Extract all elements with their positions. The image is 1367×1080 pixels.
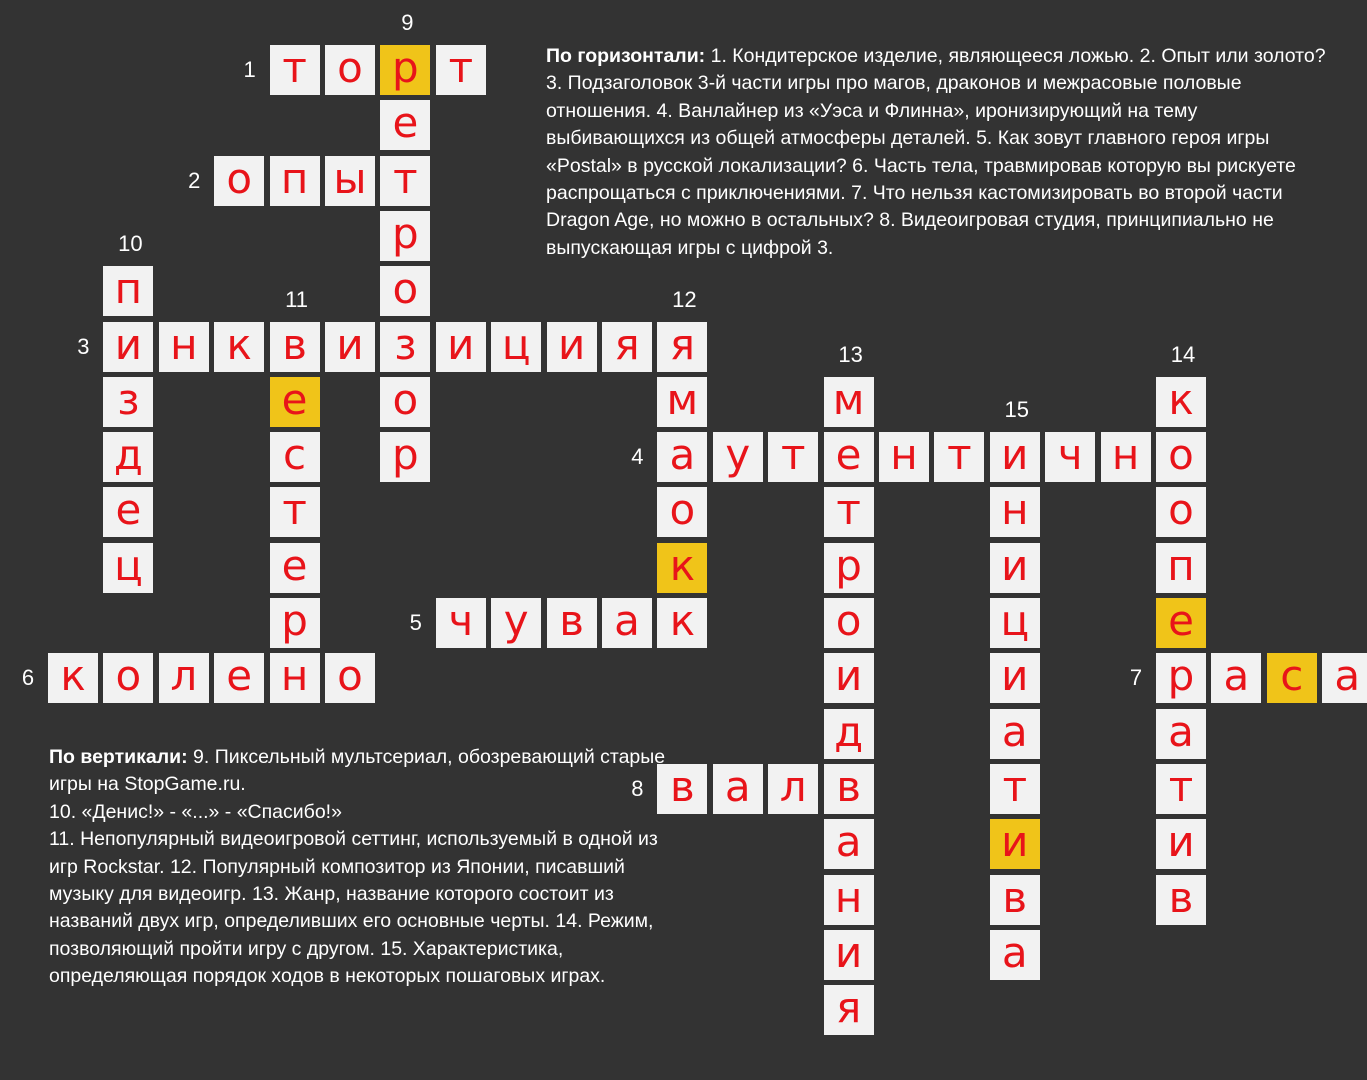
- grid-cell: в: [267, 319, 323, 375]
- grid-cell: е: [377, 97, 433, 153]
- clue-number-4: 4: [631, 444, 644, 470]
- grid-cell: м: [821, 374, 877, 430]
- down-clue-text-3: 11. Непопулярный видеоигровой сеттинг, используемый в одной из игр Rockstar. 12. Популярный композитор из Японии, писавший музыку для видеоигр. 13. Жанр, название которого состоит из названий двух игр, определивших его основные черты. 14. Режим, позволяющий пройти игру с другом. 15. Характеристика, определяющая порядок ходов в некоторых пошаговых играх.: [49, 828, 658, 988]
- grid-cell: к: [1153, 374, 1209, 430]
- grid-cell: т: [267, 484, 323, 540]
- grid-cell: я: [821, 982, 877, 1038]
- grid-cell: р: [377, 208, 433, 264]
- grid-cell: а: [654, 429, 710, 485]
- down-clue-text-2: 10. «Денис!» - «...» - «Спасибо!»: [49, 800, 342, 823]
- grid-cell: ц: [488, 319, 544, 375]
- grid-cell: а: [987, 706, 1043, 762]
- grid-cell: а: [987, 927, 1043, 983]
- clue-number-14: 14: [1170, 341, 1196, 367]
- grid-cell: л: [765, 761, 821, 817]
- clue-number-15: 15: [1004, 397, 1030, 423]
- grid-cell: а: [599, 595, 655, 651]
- grid-cell: в: [821, 761, 877, 817]
- across-heading: По горизонтали:: [546, 45, 706, 67]
- clue-number-9: 9: [401, 10, 414, 35]
- clue-number-7: 7: [1129, 665, 1143, 691]
- grid-cell: е: [267, 540, 323, 596]
- grid-cell: я: [599, 319, 655, 375]
- grid-cell: н: [156, 319, 212, 375]
- grid-cell: т: [821, 484, 877, 540]
- grid-cell: о: [377, 263, 433, 319]
- grid-cell: р: [377, 429, 433, 485]
- clue-number-13: 13: [838, 341, 863, 367]
- grid-cell: н: [821, 872, 877, 928]
- grid-cell: и: [100, 319, 156, 375]
- grid-cell: т: [1153, 761, 1209, 817]
- grid-cell: и: [821, 650, 877, 706]
- clue-number-10: 10: [118, 231, 143, 257]
- clue-number-5: 5: [409, 610, 422, 635]
- grid-cell: д: [821, 706, 877, 762]
- clue-number-12: 12: [672, 286, 697, 312]
- grid-cell: с: [267, 429, 323, 485]
- grid-cell: н: [267, 650, 323, 706]
- grid-cell: е: [821, 429, 877, 485]
- grid-cell: е: [100, 484, 156, 540]
- grid-cell: т: [433, 42, 489, 98]
- grid-cell: о: [377, 374, 433, 430]
- grid-cell: н: [876, 429, 932, 485]
- grid-cell: и: [433, 319, 489, 375]
- down-clue-text-1: 9. Пиксельный мультсериал, обозревающий старые игры на StopGame.ru.: [49, 746, 666, 796]
- grid-cell: о: [821, 595, 877, 651]
- grid-cell: ц: [987, 595, 1043, 651]
- clue-number-3: 3: [77, 333, 90, 359]
- grid-cell: к: [654, 540, 710, 596]
- grid-cell: т: [377, 153, 433, 209]
- grid-cell: т: [931, 429, 987, 485]
- grid-cell: и: [322, 319, 378, 375]
- grid-cell: ч: [1042, 429, 1098, 485]
- grid-cell: р: [1153, 650, 1209, 706]
- clue-number-2: 2: [188, 167, 201, 193]
- grid-cell: и: [987, 650, 1043, 706]
- grid-cell: п: [1153, 540, 1209, 596]
- grid-cell: л: [156, 650, 212, 706]
- grid-cell: п: [100, 263, 156, 319]
- grid-cell: з: [100, 374, 156, 430]
- grid-cell: с: [1264, 650, 1320, 706]
- grid-cell: и: [987, 816, 1043, 872]
- across-clue-text: 1. Кондитерское изделие, являющееся ложью. 2. Опыт или золото? 3. Подзаголовок 3-й части игры про магов, драконов и межрасовые половые отношения. 4. Ванлайнер из «Уэса и Флинна», иронизирующий на тему выбивающихся из общей атмосферы деталей. 5. Как зовут главного героя игры «Postal» в русской локализации? 6. Часть тела, травмировав которую вы рискуете распрощаться с приключениями. 7. Что нельзя кастомизировать во второй части Dragon Age, но можно в остальных? 8. Видеоигровая студия, принципиально не выпускающая игры с цифрой 3.: [546, 45, 1326, 259]
- grid-cell: т: [267, 42, 323, 98]
- grid-cell: е: [1153, 595, 1209, 651]
- grid-cell: т: [987, 761, 1043, 817]
- grid-cell: а: [710, 761, 766, 817]
- grid-cell: а: [821, 816, 877, 872]
- down-heading: По вертикали:: [49, 746, 188, 768]
- grid-cell: а: [1208, 650, 1264, 706]
- grid-cell: р: [377, 42, 433, 98]
- grid-cell: п: [267, 153, 323, 209]
- grid-cell: и: [544, 319, 600, 375]
- grid-cell: ы: [322, 153, 378, 209]
- grid-cell: к: [45, 650, 101, 706]
- grid-cell: м: [654, 374, 710, 430]
- clue-number-1: 1: [243, 57, 256, 82]
- grid-cell: о: [322, 42, 378, 98]
- grid-cell: д: [100, 429, 156, 485]
- grid-cell: т: [765, 429, 821, 485]
- down-clues: [49, 744, 689, 991]
- grid-cell: а: [1153, 706, 1209, 762]
- grid-cell: к: [654, 595, 710, 651]
- grid-cell: з: [377, 319, 433, 375]
- grid-cell: н: [987, 484, 1043, 540]
- grid-cell: р: [267, 595, 323, 651]
- grid-cell: и: [821, 927, 877, 983]
- grid-cell: о: [1153, 429, 1209, 485]
- grid-cell: о: [322, 650, 378, 706]
- grid-cell: н: [1098, 429, 1154, 485]
- grid-cell: о: [654, 484, 710, 540]
- grid-cell: к: [211, 319, 267, 375]
- clue-number-8: 8: [631, 775, 644, 801]
- grid-cell: а: [1319, 650, 1367, 706]
- grid-cell: ц: [100, 540, 156, 596]
- grid-cell: е: [211, 650, 267, 706]
- across-clues: [546, 43, 1336, 262]
- grid-cell: в: [1153, 872, 1209, 928]
- grid-cell: в: [654, 761, 710, 817]
- grid-cell: у: [488, 595, 544, 651]
- grid-cell: ч: [433, 595, 489, 651]
- clue-number-11: 11: [285, 286, 309, 312]
- grid-cell: в: [987, 872, 1043, 928]
- grid-cell: о: [1153, 484, 1209, 540]
- clue-number-6: 6: [21, 665, 35, 691]
- grid-cell: о: [100, 650, 156, 706]
- grid-cell: о: [211, 153, 267, 209]
- grid-cell: р: [821, 540, 877, 596]
- grid-cell: и: [987, 540, 1043, 596]
- grid-cell: е: [267, 374, 323, 430]
- grid-cell: и: [987, 429, 1043, 485]
- grid-cell: у: [710, 429, 766, 485]
- grid-cell: я: [654, 319, 710, 375]
- grid-cell: в: [544, 595, 600, 651]
- grid-cell: и: [1153, 816, 1209, 872]
